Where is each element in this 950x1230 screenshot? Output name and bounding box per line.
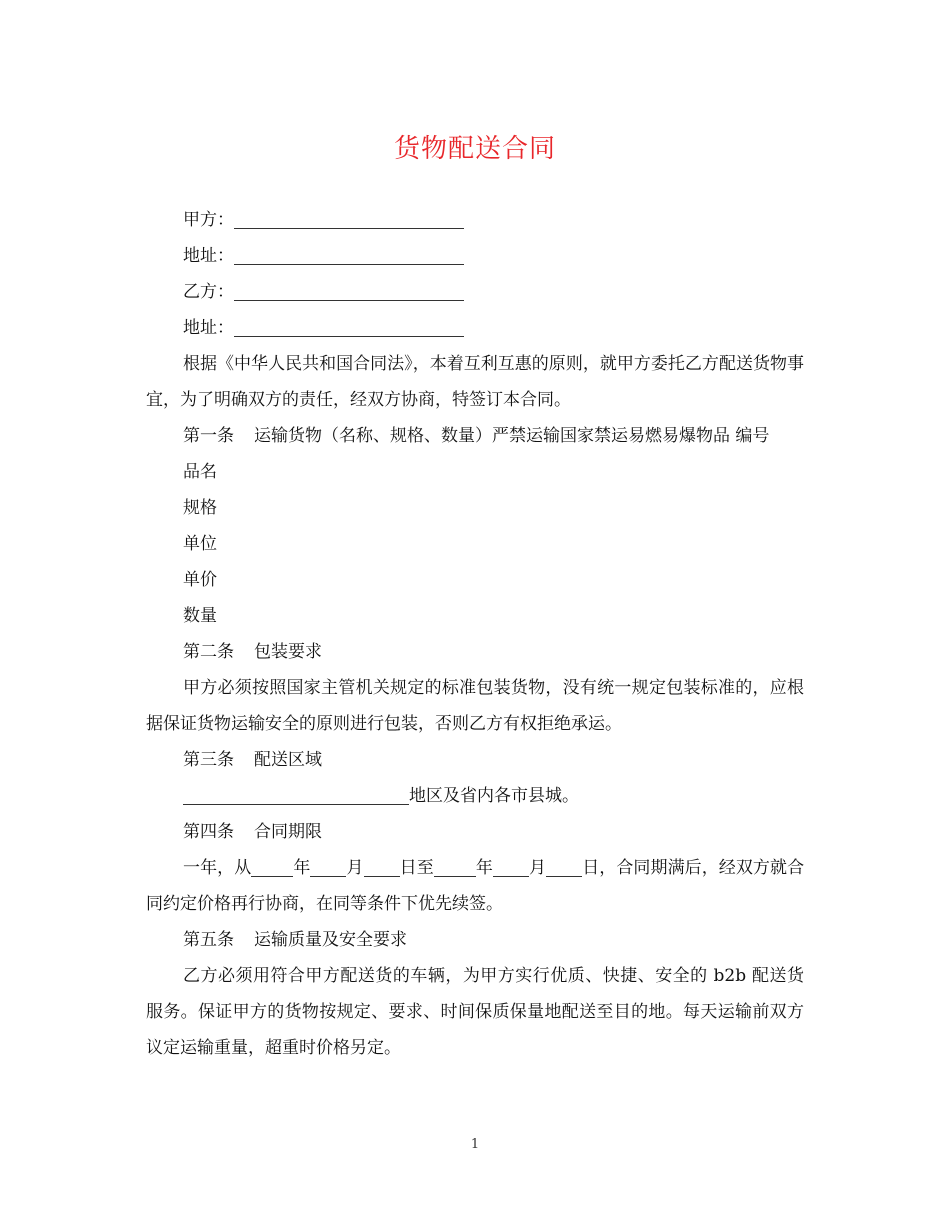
intro-paragraph: 根据《中华人民共和国合同法》，本着互利互惠的原则，就甲方委托乙方配送货物事宜，为了明确双方的责任，经双方协商，特签订本合同。 xyxy=(146,354,804,410)
article-3-text-line xyxy=(146,778,804,814)
party-b-address-blank[interactable] xyxy=(234,314,464,337)
article-2-heading: 第二条 xyxy=(183,642,234,662)
article-1-text: 运输货物（名称、规格、数量）严禁运输国家禁运易燃易爆物品 编号 xyxy=(254,426,770,446)
article-2-text: 甲方必须按照国家主管机关规定的标准包装货物，没有统一规定包装标准的，应根据保证货物运输安全的原则进行包装，否则乙方有权拒绝承运。 xyxy=(146,678,804,734)
document-body xyxy=(146,202,804,1066)
term-suffix: 日，合同期满后，经双方就合同约定价格再行协商，在同等条件下优先续签。 xyxy=(146,858,805,914)
party-b-address-line xyxy=(146,310,804,346)
page-number: 1 xyxy=(470,1137,480,1152)
delivery-area-blank[interactable] xyxy=(183,782,409,805)
article-3-heading: 第三条 xyxy=(183,750,234,770)
party-a-address-label: 地址： xyxy=(183,246,234,266)
field-unit-price: 单价 xyxy=(183,570,217,590)
article-5-text: 乙方必须用符合甲方配送货的车辆，为甲方实行优质、快捷、安全的 b2b 配送货服务。保证甲方的货物按规定、要求、时间保质保量地配送至目的地。每天运输前双方议定运输重量，超重时价格另定。 xyxy=(146,966,804,1058)
article-3-title: 配送区域 xyxy=(254,750,322,770)
field-quantity: 数量 xyxy=(183,606,217,626)
article-5-title: 运输质量及安全要求 xyxy=(254,930,407,950)
article-4-heading: 第四条 xyxy=(183,822,234,842)
start-month-blank[interactable] xyxy=(310,854,346,877)
start-year-blank[interactable] xyxy=(251,854,293,877)
start-year-label: 年 xyxy=(293,858,311,878)
party-a-blank[interactable] xyxy=(234,206,464,229)
end-year-label: 年 xyxy=(475,858,493,878)
article-1-heading: 第一条 xyxy=(183,426,234,446)
party-a-address-line xyxy=(146,238,804,274)
start-month-label: 月 xyxy=(346,858,364,878)
party-a-label: 甲方： xyxy=(183,210,234,230)
article-2-title: 包装要求 xyxy=(254,642,322,662)
article-5-heading-line xyxy=(146,922,804,958)
end-month-blank[interactable] xyxy=(493,854,529,877)
article-3-text: 地区及省内各市县城。 xyxy=(409,786,579,806)
party-a-line xyxy=(146,202,804,238)
end-year-blank[interactable] xyxy=(434,854,476,877)
article-4-text xyxy=(146,850,804,922)
document-title: 货物配送合同 xyxy=(393,134,556,164)
party-b-line xyxy=(146,274,804,310)
term-prefix: 一年，从 xyxy=(183,858,252,878)
article-2-heading-line xyxy=(146,634,804,670)
field-name: 品名 xyxy=(183,462,217,482)
party-b-blank[interactable] xyxy=(234,278,464,301)
field-unit: 单位 xyxy=(183,534,217,554)
end-day-blank[interactable] xyxy=(546,854,582,877)
party-b-address-label: 地址： xyxy=(183,318,234,338)
end-month-label: 月 xyxy=(528,858,547,878)
article-5-heading: 第五条 xyxy=(183,930,234,950)
party-b-label: 乙方： xyxy=(183,282,234,302)
field-spec: 规格 xyxy=(183,498,217,518)
party-a-address-blank[interactable] xyxy=(234,242,464,265)
article-4-heading-line xyxy=(146,814,804,850)
article-4-title: 合同期限 xyxy=(254,822,322,842)
article-3-heading-line xyxy=(146,742,804,778)
start-day-label: 日至 xyxy=(399,858,434,878)
article-1 xyxy=(146,418,804,454)
start-day-blank[interactable] xyxy=(364,854,400,877)
